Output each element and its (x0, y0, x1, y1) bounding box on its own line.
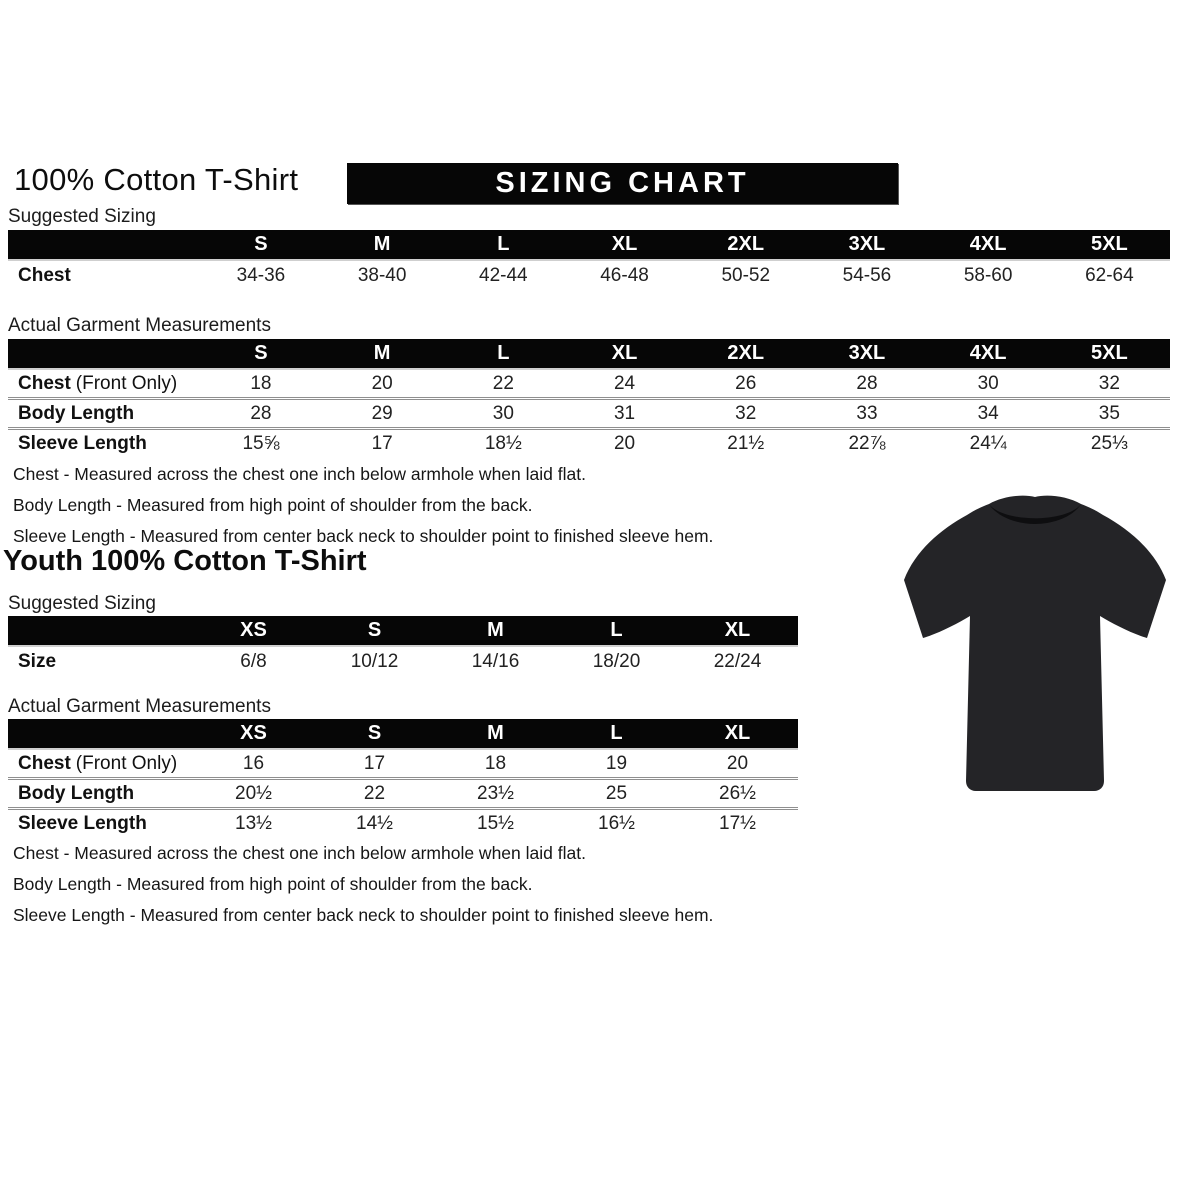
measurement-value: 14½ (314, 809, 435, 838)
row-label-note: (Front Only) (75, 372, 178, 394)
row-label (8, 369, 200, 399)
size-column-header: M (435, 719, 556, 749)
measurement-value: 35 (1049, 399, 1170, 429)
measurement-value: 15⅝ (200, 429, 321, 458)
measurement-value: 18 (200, 369, 321, 399)
size-column-header: S (200, 339, 321, 369)
measurement-value: 18 (435, 749, 556, 779)
sizing-chart-banner-title: SIZING CHART (495, 167, 750, 199)
size-column-header: XS (193, 719, 314, 749)
size-column-header: M (322, 339, 443, 369)
table-row-sleeve-length (8, 809, 798, 838)
tshirt-image (885, 487, 1185, 807)
measurement-value: 13½ (193, 809, 314, 838)
measurement-value: 16 (193, 749, 314, 779)
row-label (8, 749, 193, 779)
empty-header-cell (8, 339, 200, 369)
measurement-value: 16½ (556, 809, 677, 838)
tshirt-body (904, 496, 1166, 791)
row-label: Sleeve Length (8, 429, 200, 458)
empty-header-cell (8, 616, 193, 646)
size-column-header: S (200, 230, 321, 260)
measurement-value: 18½ (443, 429, 564, 458)
adult-suggested-sizing-table (8, 230, 1170, 291)
table-header-row (8, 719, 798, 749)
measurement-value: 14/16 (435, 646, 556, 677)
measurement-value: 28 (200, 399, 321, 429)
size-column-header: 5XL (1049, 339, 1170, 369)
measurement-value: 32 (1049, 369, 1170, 399)
size-column-header: L (443, 339, 564, 369)
row-label: Sleeve Length (8, 809, 193, 838)
adult-actual-measurements-label: Actual Garment Measurements (8, 315, 271, 336)
size-column-header: XL (564, 339, 685, 369)
size-column-header: L (556, 616, 677, 646)
measurement-value: 17 (314, 749, 435, 779)
measurement-value: 25 (556, 779, 677, 809)
youth-measurement-notes (13, 843, 713, 936)
measurement-value: 58-60 (928, 260, 1049, 291)
table-row-size (8, 646, 798, 677)
row-label-text: Chest (18, 752, 71, 774)
size-column-header: 4XL (928, 339, 1049, 369)
row-label-text: Chest (18, 372, 71, 394)
measurement-value: 22 (314, 779, 435, 809)
measurement-value: 17½ (677, 809, 798, 838)
size-column-header: XS (193, 616, 314, 646)
size-column-header: S (314, 616, 435, 646)
table-header-row (8, 616, 798, 646)
measurement-value: 24¼ (928, 429, 1049, 458)
table-row-chest (8, 369, 1170, 399)
measurement-value: 18/20 (556, 646, 677, 677)
measurement-value: 22⅞ (806, 429, 927, 458)
youth-suggested-sizing-table (8, 616, 798, 677)
measurement-value: 6/8 (193, 646, 314, 677)
tshirt-silhouette (885, 487, 1185, 807)
measurement-value: 23½ (435, 779, 556, 809)
measurement-value: 22 (443, 369, 564, 399)
row-label: Body Length (8, 779, 193, 809)
table-row-chest (8, 749, 798, 779)
measurement-value: 34-36 (200, 260, 321, 291)
measurement-value: 29 (322, 399, 443, 429)
table-header-row (8, 339, 1170, 369)
note-sleeve-length: Sleeve Length - Measured from center back neck to shoulder point to finished sleeve hem. (13, 526, 714, 546)
measurement-value: 46-48 (564, 260, 685, 291)
adult-suggested-sizing-label: Suggested Sizing (8, 206, 156, 227)
size-column-header: XL (564, 230, 685, 260)
youth-suggested-sizing-label: Suggested Sizing (8, 593, 156, 614)
measurement-value: 28 (806, 369, 927, 399)
adult-product-title: 100% Cotton T-Shirt (14, 162, 299, 197)
youth-product-title: Youth 100% Cotton T-Shirt (3, 545, 367, 577)
table-row-sleeve-length (8, 429, 1170, 458)
row-label: Body Length (8, 399, 200, 429)
measurement-value: 30 (928, 369, 1049, 399)
measurement-value: 15½ (435, 809, 556, 838)
size-column-header: L (556, 719, 677, 749)
table-header-row (8, 230, 1170, 260)
note-chest: Chest - Measured across the chest one inch below armhole when laid flat. (13, 464, 586, 484)
row-label: Size (8, 646, 193, 677)
size-column-header: S (314, 719, 435, 749)
measurement-value: 20 (322, 369, 443, 399)
measurement-value: 25⅓ (1049, 429, 1170, 458)
adult-actual-measurements-table (8, 339, 1170, 457)
measurement-value: 33 (806, 399, 927, 429)
measurement-value: 50-52 (685, 260, 806, 291)
measurement-value: 22/24 (677, 646, 798, 677)
measurement-value: 19 (556, 749, 677, 779)
measurement-value: 26 (685, 369, 806, 399)
note-body-length: Body Length - Measured from high point of shoulder from the back. (13, 495, 533, 515)
table-row-body-length (8, 399, 1170, 429)
size-column-header: M (322, 230, 443, 260)
empty-header-cell (8, 230, 200, 260)
measurement-value: 34 (928, 399, 1049, 429)
row-label: Chest (8, 260, 200, 291)
size-column-header: 3XL (806, 339, 927, 369)
note-sleeve-length: Sleeve Length - Measured from center back neck to shoulder point to finished sleeve hem. (13, 905, 714, 925)
measurement-value: 21½ (685, 429, 806, 458)
measurement-value: 20 (677, 749, 798, 779)
youth-actual-measurements-label: Actual Garment Measurements (8, 696, 271, 717)
measurement-value: 62-64 (1049, 260, 1170, 291)
measurement-value: 20½ (193, 779, 314, 809)
measurement-value: 10/12 (314, 646, 435, 677)
size-column-header: 2XL (685, 339, 806, 369)
table-row (8, 260, 1170, 291)
measurement-value: 32 (685, 399, 806, 429)
empty-header-cell (8, 719, 193, 749)
adult-measurement-notes (13, 464, 713, 557)
measurement-value: 30 (443, 399, 564, 429)
measurement-value: 31 (564, 399, 685, 429)
size-column-header: 3XL (806, 230, 927, 260)
measurement-value: 54-56 (806, 260, 927, 291)
size-column-header: M (435, 616, 556, 646)
note-chest: Chest - Measured across the chest one inch below armhole when laid flat. (13, 843, 586, 863)
row-label-note: (Front Only) (75, 752, 178, 774)
measurement-value: 24 (564, 369, 685, 399)
measurement-value: 42-44 (443, 260, 564, 291)
measurement-value: 17 (322, 429, 443, 458)
size-column-header: XL (677, 719, 798, 749)
measurement-value: 26½ (677, 779, 798, 809)
size-column-header: XL (677, 616, 798, 646)
size-column-header: L (443, 230, 564, 260)
table-row-body-length (8, 779, 798, 809)
youth-actual-measurements-table (8, 719, 798, 837)
sizing-chart-banner (347, 163, 898, 204)
size-column-header: 2XL (685, 230, 806, 260)
note-body-length: Body Length - Measured from high point of shoulder from the back. (13, 874, 533, 894)
measurement-value: 38-40 (322, 260, 443, 291)
size-column-header: 5XL (1049, 230, 1170, 260)
measurement-value: 20 (564, 429, 685, 458)
size-column-header: 4XL (928, 230, 1049, 260)
